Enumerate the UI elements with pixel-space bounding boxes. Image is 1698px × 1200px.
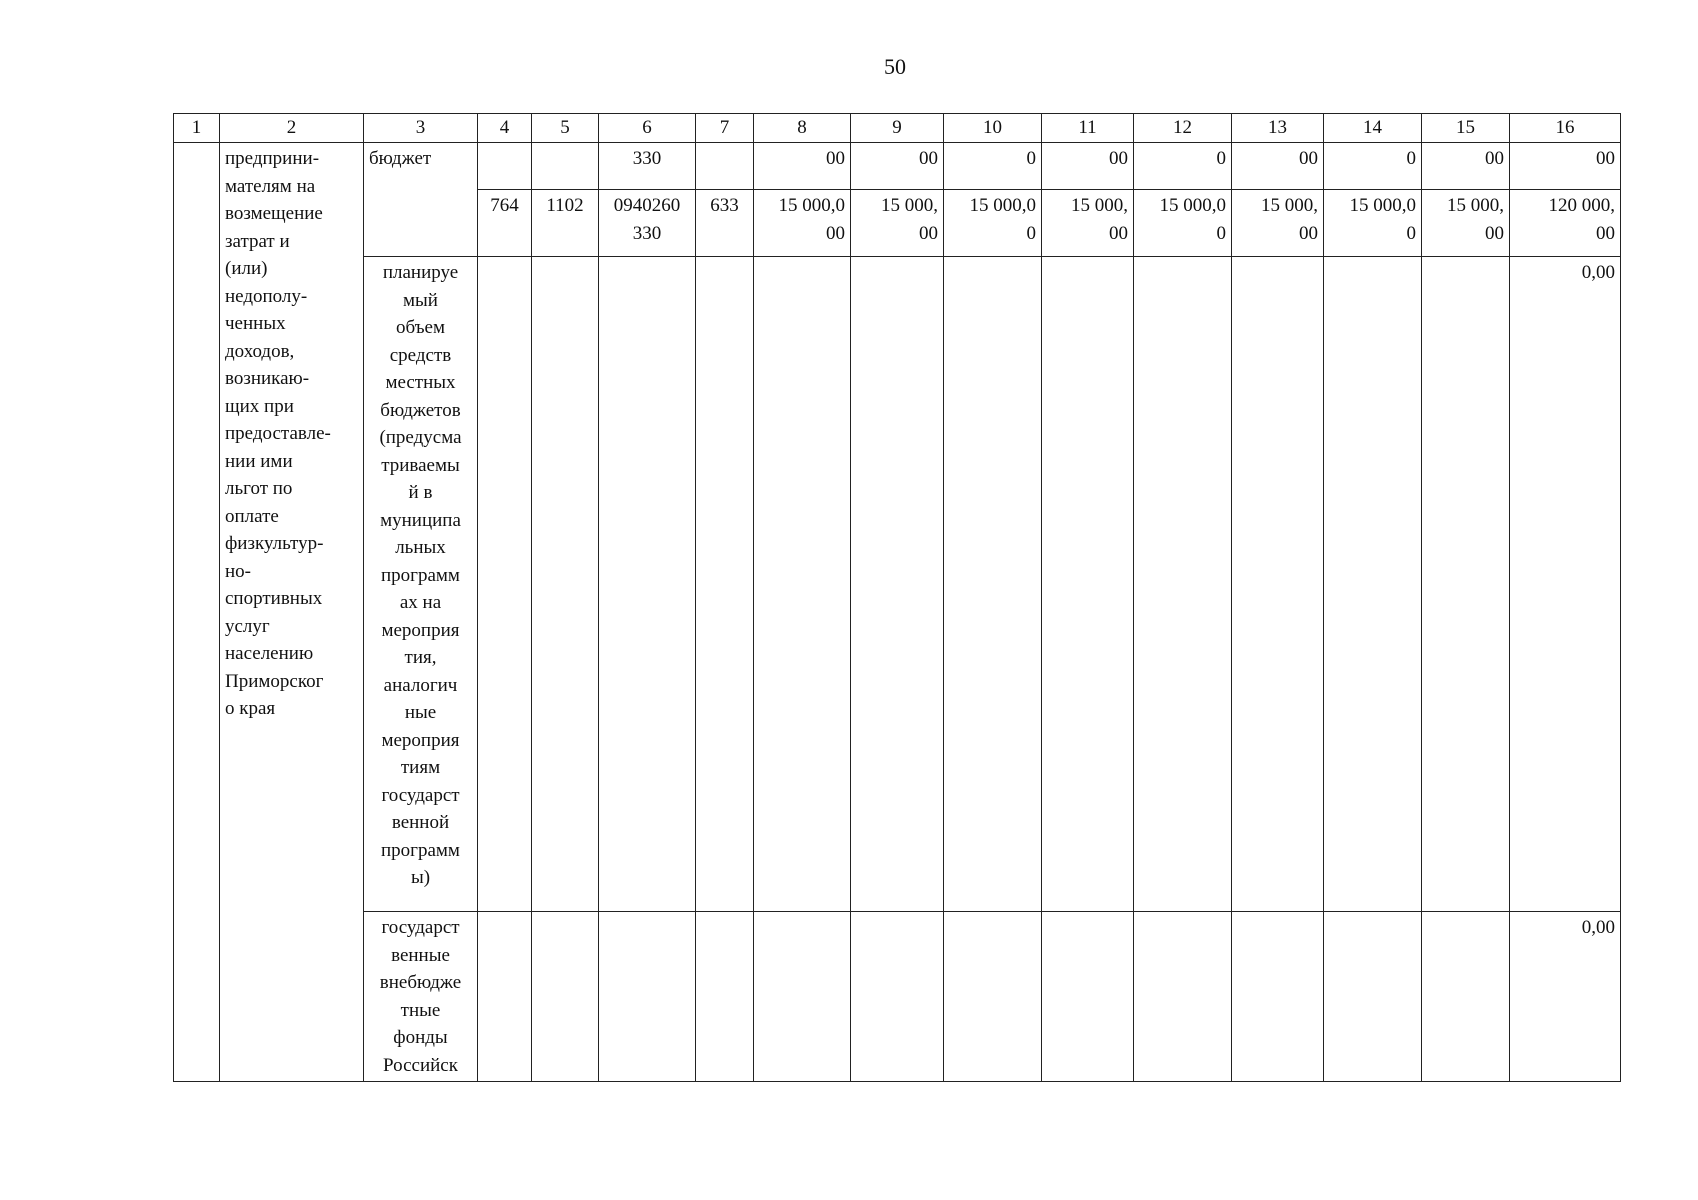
empty-cell — [532, 257, 599, 912]
header-cell: 12 — [1134, 114, 1232, 143]
budget-cell: 0 — [1134, 143, 1232, 190]
budget-cell: 15 000, 00 — [1422, 190, 1510, 257]
budget-cell — [478, 143, 532, 190]
budget-cell: 00 — [754, 143, 851, 190]
header-cell: 11 — [1042, 114, 1134, 143]
header-cell: 10 — [944, 114, 1042, 143]
header-row — [174, 114, 1621, 143]
funding-source-budget: бюджет — [364, 143, 478, 257]
budget-cell: 0940260 330 — [599, 190, 696, 257]
budget-cell: 15 000, 00 — [1232, 190, 1324, 257]
empty-cell — [944, 257, 1042, 912]
empty-cell — [532, 912, 599, 1082]
header-cell: 15 — [1422, 114, 1510, 143]
empty-cell — [1324, 912, 1422, 1082]
budget-cell: 330 — [599, 143, 696, 190]
header-cell: 8 — [754, 114, 851, 143]
empty-cell — [1324, 257, 1422, 912]
empty-cell — [944, 912, 1042, 1082]
budget-cell: 15 000,0 0 — [1324, 190, 1422, 257]
header-cell: 1 — [174, 114, 220, 143]
empty-cell — [1134, 257, 1232, 912]
empty-cell — [1232, 257, 1324, 912]
header-cell: 5 — [532, 114, 599, 143]
header-cell: 14 — [1324, 114, 1422, 143]
local-budget-row — [174, 257, 1621, 912]
empty-cell — [1422, 912, 1510, 1082]
budget-cell: 764 — [478, 190, 532, 257]
funding-source-local: планируе мый объем средств местных бюджетов (предусма триваемы й в муниципа льных программ ах на мероприя тия, аналогич ные мероприя тиям государст венной программ ы) — [364, 257, 478, 912]
header-cell: 7 — [696, 114, 754, 143]
measure-description: предприни- мателям на возмещение затрат и (или) недополу- ченных доходов, возникаю- щих при предоставле- нии ими льгот по оплате физкультур- но- спортивных услуг населению Приморског о края — [220, 143, 364, 1082]
header-cell: 16 — [1510, 114, 1621, 143]
budget-table — [173, 113, 1621, 1082]
empty-cell — [851, 257, 944, 912]
empty-cell — [478, 912, 532, 1082]
budget-cell: 00 — [1422, 143, 1510, 190]
budget-cell: 120 000, 00 — [1510, 190, 1621, 257]
budget-cell: 00 — [1232, 143, 1324, 190]
header-cell: 6 — [599, 114, 696, 143]
budget-cell: 1102 — [532, 190, 599, 257]
budget-cell: 0 — [944, 143, 1042, 190]
funds-total: 0,00 — [1510, 912, 1621, 1082]
empty-cell — [696, 257, 754, 912]
budget-cell: 0 — [1324, 143, 1422, 190]
local-total: 0,00 — [1510, 257, 1621, 912]
budget-cell: 15 000,0 0 — [944, 190, 1042, 257]
empty-cell — [1232, 912, 1324, 1082]
header-cell: 2 — [220, 114, 364, 143]
budget-cell: 00 — [1042, 143, 1134, 190]
header-cell: 4 — [478, 114, 532, 143]
budget-cell: 15 000,0 00 — [754, 190, 851, 257]
budget-cell: 00 — [1510, 143, 1621, 190]
budget-cell: 633 — [696, 190, 754, 257]
index-cell — [174, 143, 220, 1082]
budget-cell: 15 000, 00 — [851, 190, 944, 257]
empty-cell — [478, 257, 532, 912]
budget-cell — [696, 143, 754, 190]
empty-cell — [1422, 257, 1510, 912]
empty-cell — [599, 912, 696, 1082]
empty-cell — [754, 912, 851, 1082]
empty-cell — [1134, 912, 1232, 1082]
budget-cell: 15 000, 00 — [1042, 190, 1134, 257]
budget-cell: 00 — [851, 143, 944, 190]
header-cell: 9 — [851, 114, 944, 143]
funds-row — [174, 912, 1621, 1082]
funding-source-funds: государст венные внебюдже тные фонды Российск — [364, 912, 478, 1082]
empty-cell — [851, 912, 944, 1082]
budget-cell — [532, 143, 599, 190]
empty-cell — [1042, 257, 1134, 912]
empty-cell — [1042, 912, 1134, 1082]
empty-cell — [754, 257, 851, 912]
empty-cell — [599, 257, 696, 912]
budget-cell: 15 000,0 0 — [1134, 190, 1232, 257]
empty-cell — [696, 912, 754, 1082]
budget-row-line1 — [174, 143, 1621, 190]
header-cell: 13 — [1232, 114, 1324, 143]
page-number: 50 — [884, 54, 906, 79]
header-cell: 3 — [364, 114, 478, 143]
